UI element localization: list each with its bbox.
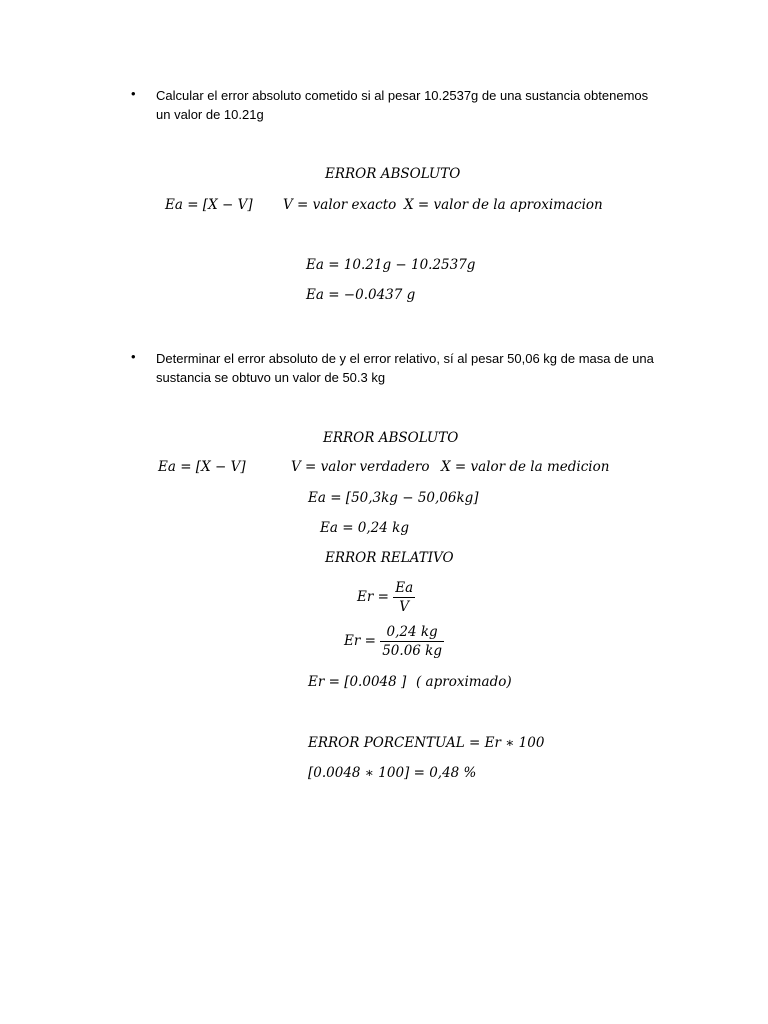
fraction-denominator: V (399, 599, 410, 615)
relative-error-label: Er = (357, 589, 389, 605)
relative-error-substitution (344, 624, 444, 659)
relative-error-label-2: Er = (344, 633, 376, 649)
relative-error-fraction-2 (380, 624, 444, 659)
percent-error-result: [0.0048 ∗ 100] = 0,48 % (308, 765, 477, 781)
problem-2-heading-absolute: ERROR ABSOLUTO (323, 430, 459, 446)
problem-1-calc-1: Ea = 10.21g − 10.2537g (306, 257, 476, 273)
problem-1-text-line-2: un valor de 10.21g (156, 107, 264, 122)
fraction-numerator: Ea (395, 580, 414, 596)
problem-2-calc-2: Ea = 0,24 kg (320, 520, 409, 536)
problem-1-formula: Ea = [X − V] (165, 197, 253, 213)
problem-2-heading-relative: ERROR RELATIVO (325, 550, 454, 566)
problem-2-calc-1: Ea = [50,3kg − 50,06kg] (308, 490, 479, 506)
problem-1-text-line-1: Calcular el error absoluto cometido si al pesar 10.2537g de una sustancia obtenemos (156, 88, 649, 103)
bullet-2: • (131, 349, 136, 364)
problem-2-text-line-1: Determinar el error absoluto de y el error relativo, sí al pesar 50,06 kg de masa de una (156, 351, 654, 366)
problem-1-heading: ERROR ABSOLUTO (325, 166, 461, 182)
problem-1-v-definition: V = valor exacto (283, 197, 397, 213)
relative-error-formula (357, 580, 415, 615)
problem-2-v-definition: V = valor verdadero (291, 459, 430, 475)
bullet-1: • (131, 86, 136, 101)
relative-error-fraction (393, 580, 415, 615)
relative-error-result: Er = [0.0048 ] (308, 674, 407, 690)
problem-2-formula: Ea = [X − V] (158, 459, 246, 475)
percent-error-formula: ERROR PORCENTUAL = Er ∗ 100 (308, 735, 545, 751)
problem-2-text-line-2: sustancia se obtuvo un valor de 50.3 kg (156, 370, 386, 385)
fraction-numerator-2: 0,24 kg (380, 624, 444, 642)
approximate-note: ( aproximado) (416, 674, 512, 690)
problem-1-x-definition: X = valor de la aproximacion (404, 197, 603, 213)
fraction-denominator-2: 50.06 kg (382, 643, 442, 659)
problem-2-x-definition: X = valor de la medicion (441, 459, 610, 475)
problem-1-calc-2: Ea = −0.0437 g (306, 287, 416, 303)
